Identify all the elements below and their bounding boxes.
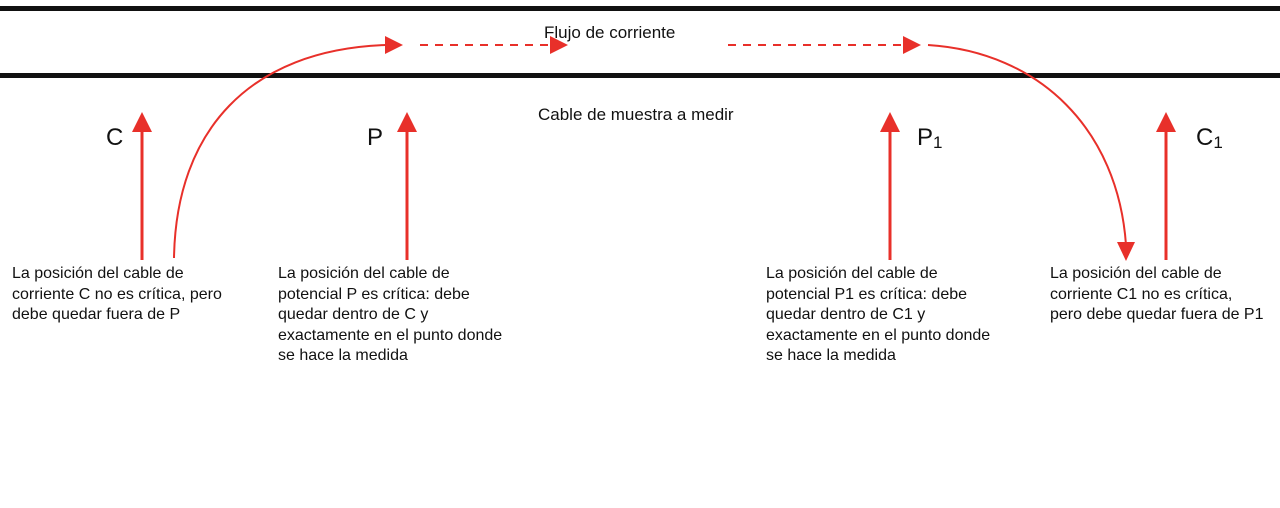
flow-label: Flujo de corriente bbox=[544, 23, 676, 42]
current-out-arrowhead bbox=[1117, 242, 1135, 261]
cable-top-line bbox=[0, 6, 1280, 11]
probe-label-p1: $P_1$ bbox=[917, 124, 943, 152]
probe-label-c1: $C_1$ bbox=[1196, 124, 1223, 152]
probe-arrows bbox=[142, 128, 1166, 260]
note-p: La posición del cable de potencial P es crítica: debe quedar dentro de C y exactamente en el punto donde se hace la medida bbox=[278, 265, 503, 364]
note-p1: La posición del cable de potencial P1 es crítica: debe quedar dentro de C1 y exactamente en el punto donde se hace la medida bbox=[766, 265, 991, 364]
cable-bottom-line bbox=[0, 73, 1280, 78]
probe-label-c: C bbox=[106, 124, 124, 151]
note-c1: La posición del cable de corriente C1 no es crítica, pero debe quedar fuera de P1 bbox=[1050, 265, 1264, 323]
probe-label-p: P bbox=[367, 124, 384, 151]
cable-label: Cable de muestra a medir bbox=[538, 105, 734, 124]
note-c: La posición del cable de corriente C no es crítica, pero debe quedar fuera de P bbox=[12, 265, 222, 323]
